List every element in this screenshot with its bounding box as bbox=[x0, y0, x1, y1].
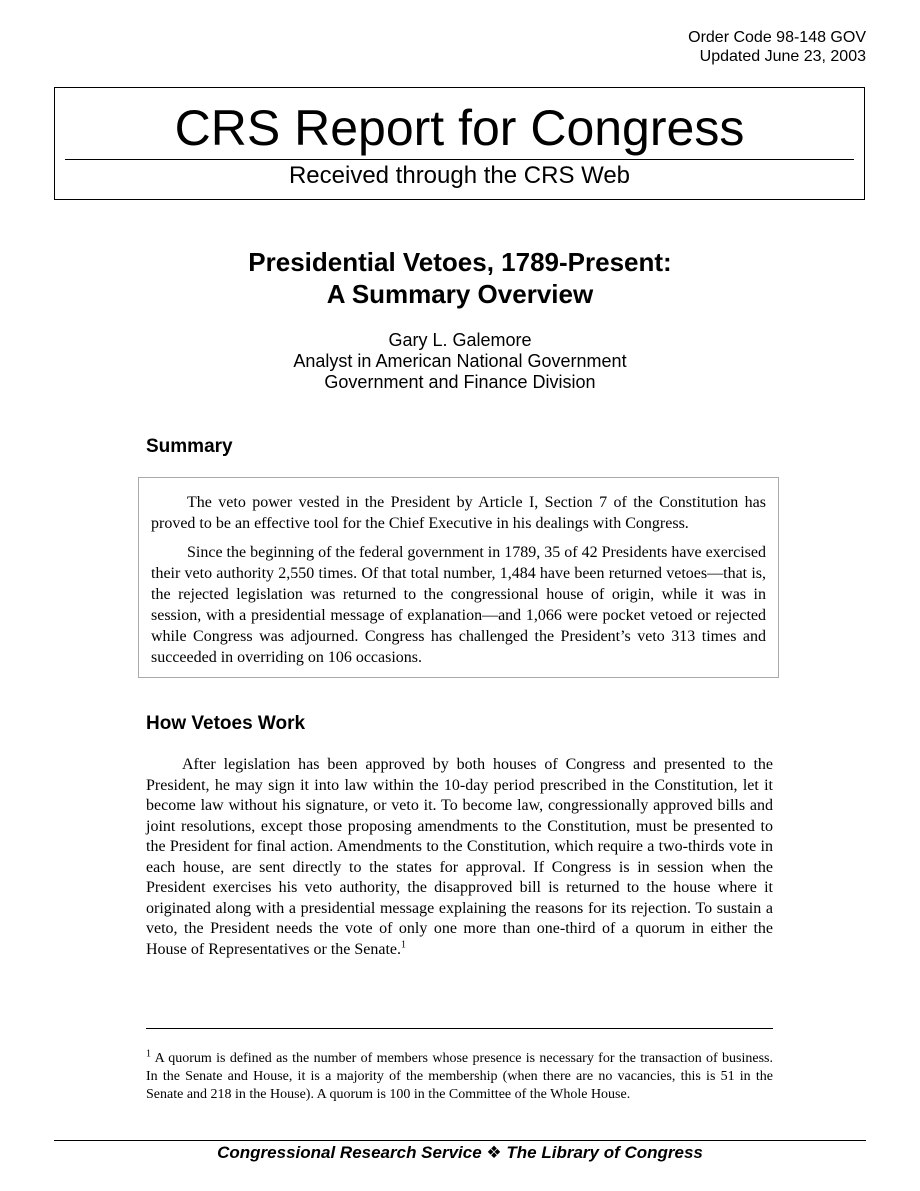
body-text: After legislation has been approved by both houses of Congress and presented to the President, he may sign it into law within the 10-day period prescribed in the Constitution, let it become law without his signature, or veto it. To become law, congressionally approved bills and joint resolutions, except those proposing amendments to the Constitution, must be presented to the President for final action. Amendments to the Constitution, which require a two-thirds vote in each house, are sent directly to the states for approval. If Congress is in session when the President exercises his veto authority, the disapproved bill is returned to the house where it originated along with a presidential message explaining the reasons for its rejection. To sustain a veto, the President needs the vote of only one more than one-third of a quorum in either the House of Representatives or the Senate. bbox=[146, 756, 773, 958]
footer-crs: Congressional Research Service bbox=[217, 1143, 482, 1162]
author-block bbox=[0, 330, 920, 393]
footnote-text: A quorum is defined as the number of members whose presence is necessary for the transaction of business. In the Senate and House, it is a majority of the membership (when there are no vacancies, this is 51 in the Senate and 218 in the House). A quorum is 100 in the Committee of the Whole House. bbox=[146, 1051, 774, 1102]
how-vetoes-work-heading: How Vetoes Work bbox=[146, 713, 306, 734]
order-code: Order Code 98-148 GOV bbox=[688, 29, 866, 46]
footer-divider bbox=[54, 1140, 866, 1141]
author-division: Government and Finance Division bbox=[324, 372, 596, 392]
report-title-line2: A Summary Overview bbox=[326, 279, 594, 309]
banner-subtitle: Received through the CRS Web bbox=[288, 162, 631, 189]
author-name: Gary L. Galemore bbox=[388, 330, 532, 350]
page-footer bbox=[0, 1143, 920, 1163]
report-title bbox=[0, 246, 920, 310]
how-vetoes-work-paragraph bbox=[146, 755, 773, 960]
summary-heading: Summary bbox=[146, 436, 233, 457]
report-title-line1: Presidential Vetoes, 1789-Present: bbox=[248, 247, 672, 277]
footnote bbox=[146, 1050, 773, 1104]
summary-box bbox=[138, 477, 779, 678]
summary-paragraph: The veto power vested in the President by Article I, Section 7 of the Constitution has proved to be an effective tool for the Chief Executive in his dealings with Congress. bbox=[151, 494, 766, 532]
author-position: Analyst in American National Government bbox=[293, 351, 627, 371]
updated-date: Updated June 23, 2003 bbox=[699, 48, 866, 65]
footnote-divider bbox=[146, 1028, 773, 1029]
summary-paragraph: Since the beginning of the federal government in 1789, 35 of 42 Presidents have exercised their veto authority 2,550 times. Of that total number, 1,484 have been returned vetoes—that is, the rejected legislation was returned to the congressional house of origin, while it was in session, with a presidential message of explanation—and 1,066 were pocket vetoed or rejected while Congress was adjourned. Congress has challenged the President’s veto 313 times and succeeded in overriding on 106 occasions. bbox=[151, 544, 766, 666]
banner-title: CRS Report for Congress bbox=[174, 100, 745, 156]
footer-library: The Library of Congress bbox=[506, 1143, 703, 1162]
crs-banner bbox=[54, 87, 865, 200]
footnote-reference[interactable]: 1 bbox=[401, 939, 407, 951]
order-info bbox=[688, 28, 866, 66]
banner-divider bbox=[65, 159, 854, 160]
footnote-number: 1 bbox=[146, 1048, 151, 1060]
diamond-ornament-icon: ❖ bbox=[486, 1143, 502, 1162]
